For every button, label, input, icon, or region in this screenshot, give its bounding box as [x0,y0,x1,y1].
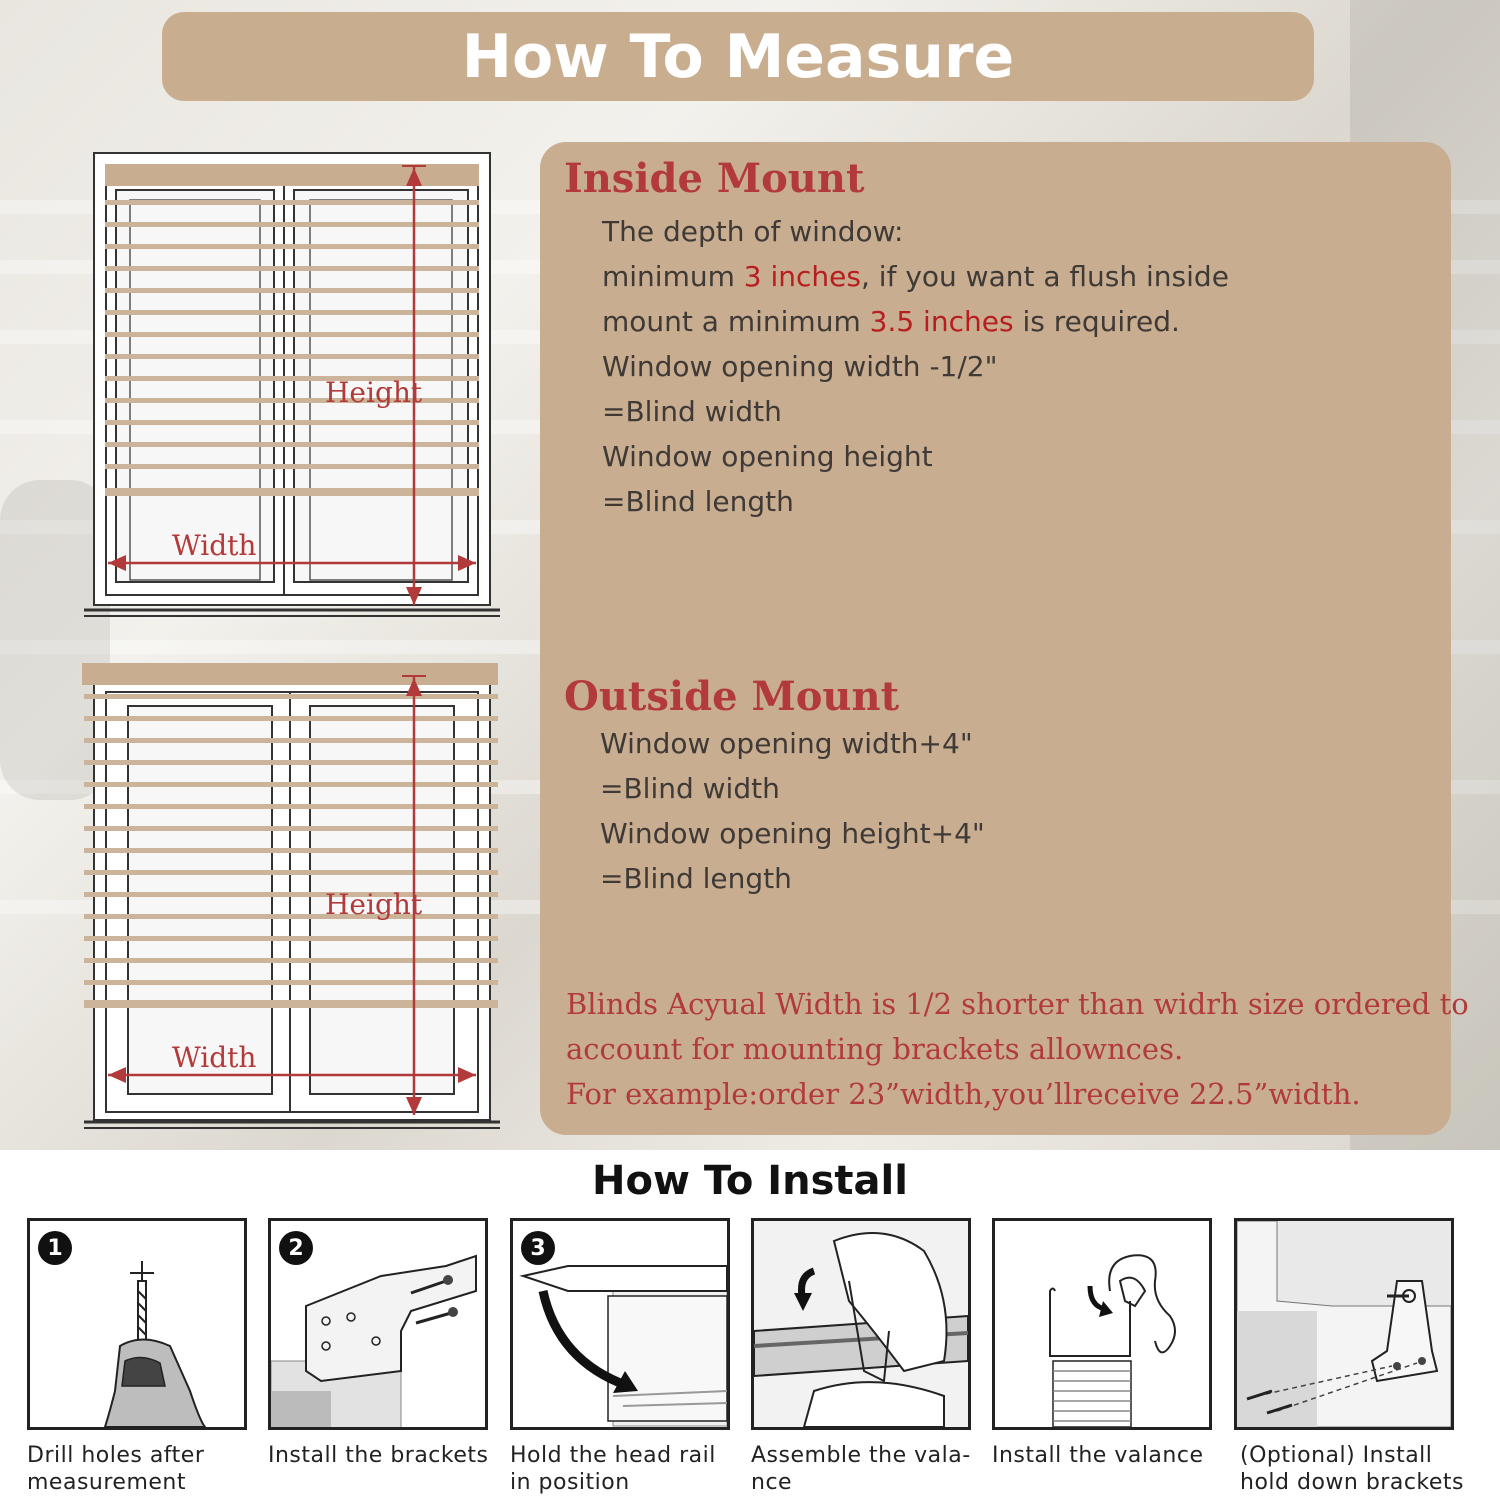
bracket-icon [271,1221,485,1427]
depth-flush-value: 3.5 inches [869,305,1014,338]
install-step-5-caption: (Optional) Install hold down brackets [1240,1443,1464,1495]
outside-width-result: =Blind width [600,772,780,805]
install-step-valance [992,1218,1212,1430]
inside-width-rule: Window opening width -1/2" [602,350,998,383]
install-step-3-caption: Hold the head rail in position [510,1443,716,1495]
width-note-line-2: account for mounting brackets allownces. [566,1032,1184,1066]
install-title: How To Install [592,1158,908,1204]
outside-height-rule: Window opening height+4" [600,817,985,850]
install-step-2-caption: Install the brackets [268,1443,489,1468]
step-number-badge: 2 [279,1231,313,1265]
inside-height-rule: Window opening height [602,440,933,473]
inside-height-result: =Blind length [602,485,794,518]
inside-depth-label: The depth of window: [602,215,904,248]
install-step-1-caption: Drill holes after measurement [27,1443,205,1495]
outside-mount-diagram [80,660,505,1135]
install-step-2 [268,1218,488,1430]
install-step-4 [751,1218,971,1430]
width-note-line-1: Blinds Acyual Width is 1/2 shorter than widrh size ordered to [566,987,1469,1021]
step-number-badge: 1 [38,1231,72,1265]
inside-mount-diagram [80,150,505,620]
inside-line-flush-depth: mount a minimum 3.5 inches is required. [602,305,1180,338]
inside-mount-heading: Inside Mount [564,155,865,202]
install-step-4-caption: Assemble the vala- nce [751,1443,971,1495]
step-number-badge: 3 [521,1231,555,1265]
drill-icon [30,1221,244,1427]
outside-height-label: Height [325,888,423,921]
install-step-5 [1234,1218,1454,1430]
width-note-line-3: For example:order 23”width,you’llreceive 22.5”width. [566,1077,1361,1111]
outside-width-rule: Window opening width+4" [600,727,973,760]
valance-icon [995,1221,1209,1427]
outside-mount-heading: Outside Mount [564,673,900,720]
install-step-1 [27,1218,247,1430]
outside-width-label: Width [172,1041,257,1074]
install-step-valance-caption: Install the valance [992,1443,1204,1468]
install-step-3 [510,1218,730,1430]
head-rail-icon [513,1221,727,1427]
outside-height-result: =Blind length [600,862,792,895]
measure-title: How To Measure [461,21,1015,92]
depth-min-value: 3 inches [743,260,861,293]
inside-width-result: =Blind width [602,395,782,428]
measure-title-banner [162,12,1314,101]
inside-height-label: Height [325,376,423,409]
inside-line-min-depth: minimum 3 inches, if you want a flush inside [602,260,1229,293]
hold-down-bracket-icon [1237,1221,1451,1427]
inside-width-label: Width [172,529,257,562]
outside-blind-slats [84,694,498,1008]
valance-clip-icon [754,1221,968,1427]
